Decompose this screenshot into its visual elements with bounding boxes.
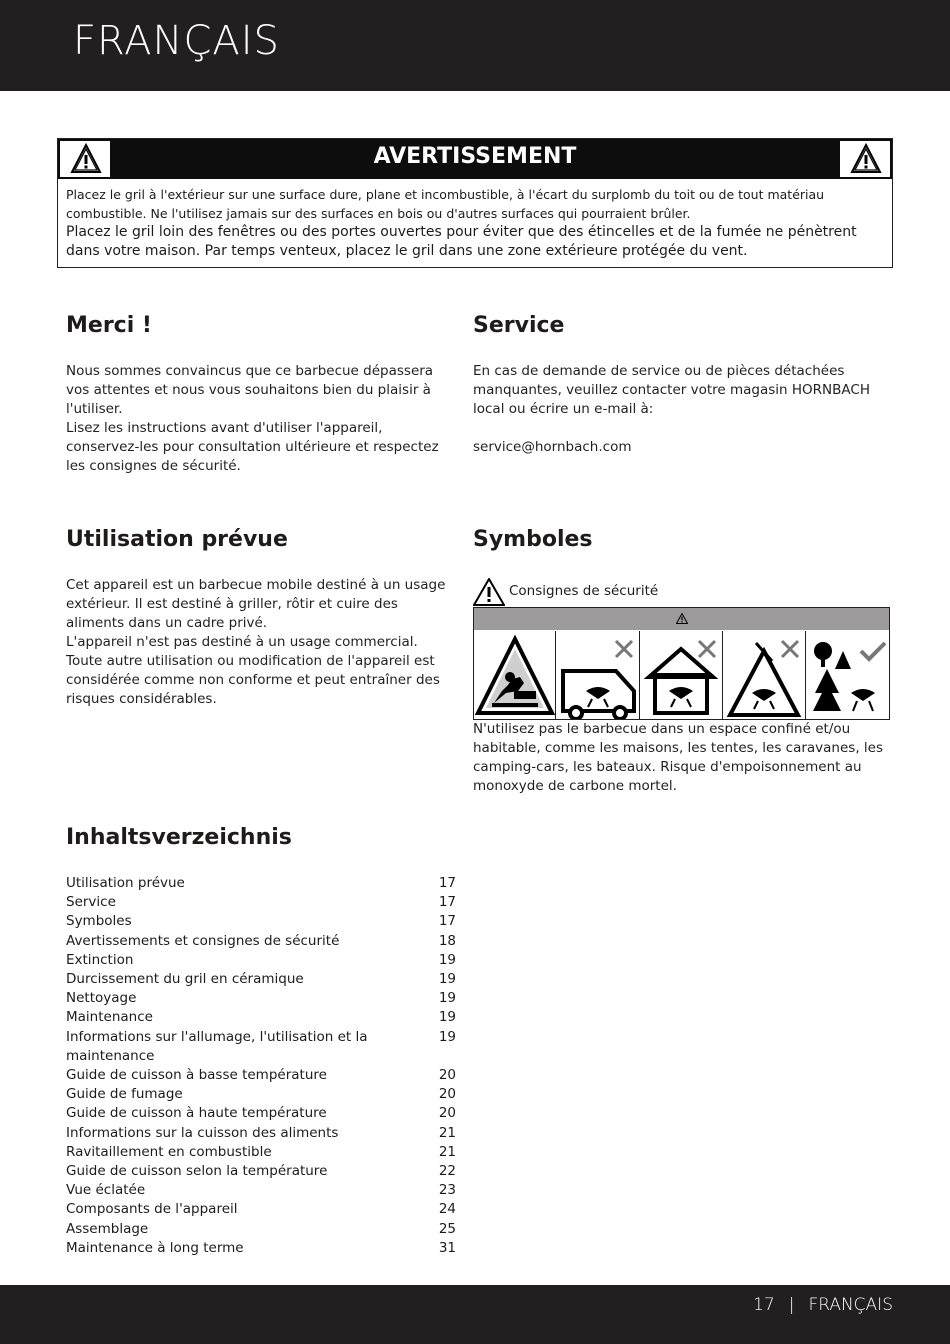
warning-text bbox=[66, 185, 888, 261]
toc-row[interactable] bbox=[66, 1085, 456, 1104]
utilisation-paragraph-2: L'appareil n'est pas destiné à un usage commercial. Toute autre utilisation ou modification de l'appareil est considérée comme non conforme et peut entraîner des risques considérables. bbox=[66, 634, 440, 707]
toc-entry-page: 22 bbox=[438, 1163, 456, 1180]
toc-row[interactable] bbox=[66, 1066, 456, 1085]
warning-line-1: Placez le gril à l'extérieur sur une surface dure, plane et incombustible, à l'écart du surplomb du toit ou de tout matériau combustible. Ne l'utilisez jamais sur des surfaces en bois ou d'autres surfaces qui pourraient brûler. bbox=[66, 187, 825, 221]
merci-text bbox=[66, 362, 446, 476]
toc-entry-title: Guide de cuisson selon la température bbox=[66, 1163, 328, 1180]
toc-row[interactable] bbox=[66, 932, 456, 951]
merci-paragraph-1: Nous sommes convaincus que ce barbecue dépassera vos attentes et nous vous souhaitons bien du plaisir à l'utiliser. bbox=[66, 363, 434, 417]
co-poisoning-warning-icon bbox=[474, 631, 556, 719]
toc-entry-title: Informations sur la cuisson des aliments bbox=[66, 1124, 339, 1141]
toc-row[interactable] bbox=[66, 1008, 456, 1027]
warning-header bbox=[58, 139, 892, 179]
toc-row[interactable] bbox=[66, 1104, 456, 1123]
footer-page-number: 17 bbox=[753, 1295, 775, 1315]
toc-entry-title: Vue éclatée bbox=[66, 1182, 146, 1199]
toc-row[interactable] bbox=[66, 1220, 456, 1239]
toc-entry-page: 25 bbox=[438, 1220, 456, 1237]
symbol-caption: N'utilisez pas le barbecue dans un espace confiné et/ou habitable, comme les maisons, les tentes, les caravanes, les camping-cars, les bateaux. Risque d'empoisonnement au monoxyde de carbone mortel. bbox=[473, 721, 884, 794]
toc-entry-title: Nettoyage bbox=[66, 990, 137, 1007]
outdoor-grill-allowed-icon bbox=[807, 631, 889, 719]
warning-title: AVERTISSEMENT bbox=[373, 144, 577, 169]
service-paragraph: En cas de demande de service ou de pièces détachées manquantes, veuillez contacter votre magasin HORNBACH local ou écrire un e-mail à: bbox=[473, 363, 870, 417]
toc-entry-title: Maintenance bbox=[66, 1009, 153, 1026]
toc-entry-page: 23 bbox=[438, 1182, 456, 1199]
toc-row[interactable] bbox=[66, 1239, 456, 1258]
toc-entry-title: Durcissement du gril en céramique bbox=[66, 971, 304, 988]
toc-entry-title: Avertissements et consignes de sécurité bbox=[66, 932, 340, 949]
toc-row[interactable] bbox=[66, 1143, 456, 1162]
toc-entry-title: Service bbox=[66, 894, 116, 911]
utilisation-text bbox=[66, 576, 446, 709]
camper-grill-forbidden-icon bbox=[558, 631, 640, 719]
toc-entry-page: 17 bbox=[438, 913, 456, 930]
toc-entry-page: 17 bbox=[438, 894, 456, 911]
warning-triangle-icon bbox=[840, 141, 890, 177]
warning-line-2: Placez le gril loin des fenêtres ou des portes ouvertes pour éviter que des étincelles et de la fumée ne pénètrent dans votre maison. Par temps venteux, placez le gril dans une zone extérieure protégée du vent. bbox=[66, 224, 857, 259]
page-title: FRANÇAIS bbox=[73, 18, 280, 64]
toc-entry-page: 19 bbox=[438, 1009, 456, 1026]
tent-grill-forbidden-icon bbox=[724, 631, 806, 719]
table-of-contents bbox=[66, 874, 456, 1258]
symbol-panel-header bbox=[474, 608, 889, 630]
toc-entry-page: 31 bbox=[438, 1239, 456, 1256]
toc-row[interactable] bbox=[66, 912, 456, 931]
toc-entry-title: Assemblage bbox=[66, 1220, 149, 1237]
safety-instructions-label: Consignes de sécurité bbox=[509, 583, 659, 599]
warning-box bbox=[57, 138, 893, 268]
toc-entry-title: Ravitaillement en combustible bbox=[66, 1143, 272, 1160]
toc-row[interactable] bbox=[66, 874, 456, 893]
toc-entry-title: Guide de fumage bbox=[66, 1086, 183, 1103]
utilisation-heading: Utilisation prévue bbox=[66, 527, 288, 552]
footer-separator: | bbox=[788, 1295, 795, 1315]
footer-language: FRANÇAIS bbox=[808, 1295, 893, 1315]
toc-entry-page: 20 bbox=[438, 1067, 456, 1084]
toc-row[interactable] bbox=[66, 970, 456, 989]
merci-paragraph-2: Lisez les instructions avant d'utiliser l'appareil, conservez-les pour consultation ultérieure et respectez les consignes de sécurité. bbox=[66, 420, 439, 474]
toc-heading: Inhaltsverzeichnis bbox=[66, 825, 292, 850]
toc-entry-page: 21 bbox=[438, 1124, 456, 1141]
symbol-panel bbox=[473, 607, 890, 720]
toc-entry-page: 19 bbox=[438, 951, 456, 968]
utilisation-paragraph-1: Cet appareil est un barbecue mobile destiné à un usage extérieur. Il est destiné à griller, rôtir et cuire des aliments dans un cadre privé. bbox=[66, 577, 446, 631]
toc-entry-page: 20 bbox=[438, 1105, 456, 1122]
symboles-heading: Symboles bbox=[473, 527, 593, 552]
toc-entry-page: 19 bbox=[438, 990, 456, 1007]
service-email[interactable]: service@hornbach.com bbox=[473, 439, 632, 455]
toc-entry-page: 24 bbox=[438, 1201, 456, 1218]
house-grill-forbidden-icon bbox=[641, 631, 723, 719]
toc-entry-page: 19 bbox=[438, 971, 456, 988]
toc-row[interactable] bbox=[66, 989, 456, 1008]
merci-heading: Merci ! bbox=[66, 313, 152, 338]
toc-entry-title: Maintenance à long terme bbox=[66, 1239, 244, 1256]
toc-entry-page: 19 bbox=[438, 1028, 456, 1045]
toc-entry-title: Utilisation prévue bbox=[66, 875, 185, 891]
toc-entry-title: Extinction bbox=[66, 951, 134, 968]
toc-entry-page: 21 bbox=[438, 1143, 456, 1160]
footer-bar bbox=[0, 1285, 950, 1344]
toc-entry-title: Informations sur l'allumage, l'utilisation et la maintenance bbox=[66, 1028, 368, 1064]
toc-entry-title: Composants de l'appareil bbox=[66, 1201, 238, 1218]
header-bar bbox=[0, 0, 950, 91]
toc-row[interactable] bbox=[66, 951, 456, 970]
toc-row[interactable] bbox=[66, 1200, 456, 1219]
toc-entry-title: Guide de cuisson à basse température bbox=[66, 1067, 327, 1084]
toc-entry-page: 17 bbox=[438, 875, 456, 891]
toc-entry-page: 20 bbox=[438, 1086, 456, 1103]
toc-entry-title: Symboles bbox=[66, 913, 132, 930]
safety-triangle-icon bbox=[473, 578, 505, 606]
toc-row[interactable] bbox=[66, 1181, 456, 1200]
service-heading: Service bbox=[473, 313, 565, 338]
small-warning-icon bbox=[676, 613, 688, 624]
toc-entry-title: Guide de cuisson à haute température bbox=[66, 1105, 327, 1122]
toc-row[interactable] bbox=[66, 1124, 456, 1143]
footer-text bbox=[753, 1295, 893, 1315]
toc-row[interactable] bbox=[66, 1162, 456, 1181]
toc-row[interactable] bbox=[66, 1028, 456, 1066]
service-text bbox=[473, 362, 883, 457]
toc-row[interactable] bbox=[66, 893, 456, 912]
toc-entry-page: 18 bbox=[438, 932, 456, 949]
